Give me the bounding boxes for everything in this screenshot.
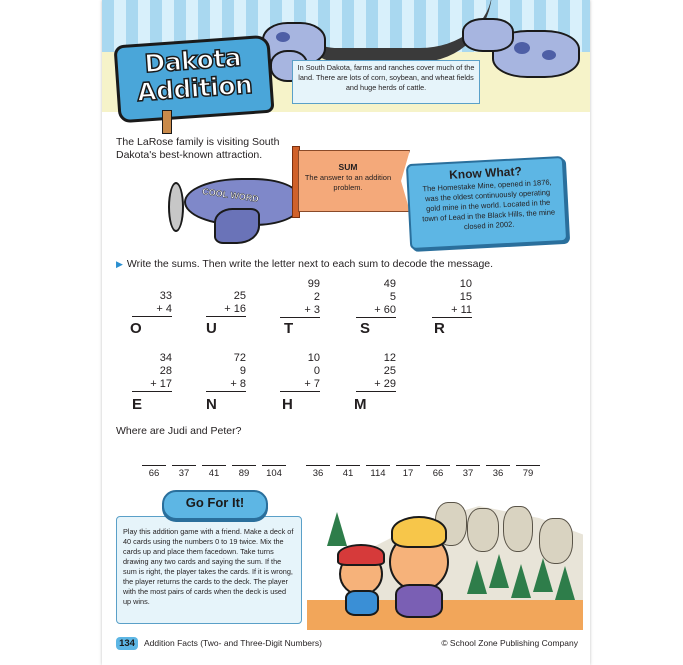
- rushmore-face: [467, 508, 499, 552]
- addend: 0: [313, 365, 320, 377]
- addend: 60: [383, 304, 396, 316]
- sign-post: [162, 110, 172, 134]
- addend-with-plus: + 17: [132, 378, 172, 392]
- code-letter: M: [354, 396, 367, 413]
- addend: 4: [165, 303, 172, 315]
- girl-shirt: [395, 584, 443, 618]
- propeller-icon: [168, 182, 184, 232]
- addend: 10: [307, 352, 320, 364]
- addend: 34: [159, 352, 172, 364]
- code-number: 41: [342, 468, 354, 479]
- addend: 2: [313, 291, 320, 303]
- addend-with-plus: + 4: [132, 303, 172, 317]
- problem-h: [280, 352, 320, 392]
- code-number: 41: [208, 468, 220, 479]
- answer-blank[interactable]: [366, 465, 390, 466]
- problem-u: [206, 290, 246, 317]
- addend: 5: [389, 291, 396, 303]
- answer-blank[interactable]: [202, 465, 226, 466]
- instructions-text: Write the sums. Then write the letter next to each sum to decode the message.: [126, 258, 494, 270]
- cool-word-term: SUM: [338, 162, 358, 172]
- addend: 17: [159, 378, 172, 390]
- addend: 3: [313, 304, 320, 316]
- code-number: 37: [178, 468, 190, 479]
- addend-with-plus: + 29: [356, 378, 396, 392]
- boy-shirt: [345, 590, 379, 616]
- addend: 10: [459, 278, 472, 290]
- code-letter: U: [206, 320, 217, 337]
- tree-icon: [467, 560, 487, 594]
- addend: 7: [313, 378, 320, 390]
- intro-box: In South Dakota, farms and ranches cover much of the land. There are lots of corn, soybean, and wheat fields and huge herds of cattle.: [292, 60, 480, 104]
- addend: 9: [239, 365, 246, 377]
- addend-with-plus: + 60: [356, 304, 396, 318]
- problem-n: [206, 352, 246, 392]
- addend: 25: [233, 290, 246, 302]
- answer-blank[interactable]: [456, 465, 480, 466]
- answer-blank[interactable]: [336, 465, 360, 466]
- title-sign: [113, 35, 274, 124]
- answer-blank[interactable]: [232, 465, 256, 466]
- code-number: 79: [522, 468, 534, 479]
- mount-rushmore-illustration: [307, 492, 583, 630]
- footer-topic: Addition Facts (Two- and Three-Digit Numbers): [144, 638, 322, 648]
- hair-icon: [391, 516, 447, 548]
- know-what-box: [406, 156, 568, 250]
- problem-t: [280, 278, 320, 318]
- code-letter: T: [284, 320, 294, 337]
- decode-question: Where are Judi and Peter?: [116, 425, 242, 437]
- code-number: 66: [148, 468, 160, 479]
- problem-m: [356, 352, 396, 392]
- page-title: Dakota Addition: [136, 42, 254, 107]
- cool-word-definition: The answer to an addition problem.: [304, 173, 392, 192]
- airplane-wing: [214, 208, 260, 244]
- go-for-it-title: Go For It!: [185, 495, 245, 510]
- addend: 16: [233, 303, 246, 315]
- plane-label: COOL WORD: [201, 186, 260, 204]
- rushmore-face: [503, 506, 533, 552]
- addend: 28: [159, 365, 172, 377]
- go-for-it-box: Play this addition game with a friend. Make a deck of 40 cards using the numbers 0 to 19 twice. Mix the cards up and place them facedown. Take turns drawing any two cards and saying the sum. If the sum is right, the player takes the cards. If it is wrong, the player returns the cards to the deck. The player with the most pairs of cards when the deck is used up wins.: [116, 516, 302, 624]
- code-number: 36: [492, 468, 504, 479]
- code-letter: N: [206, 396, 217, 413]
- tree-icon: [511, 564, 531, 598]
- addend-with-plus: + 7: [280, 378, 320, 392]
- problem-e: [132, 352, 172, 392]
- problem-r: [432, 278, 472, 318]
- code-number: 114: [370, 468, 386, 479]
- problem-s: [356, 278, 396, 318]
- worksheet-page: [102, 0, 590, 665]
- know-what-text: The Homestake Mine, opened in 1876, was the oldest continuously operating gold mine in the world. Located in the town of Lead in the Black Hills, the mine closed in 2002.: [422, 177, 556, 232]
- code-letter: E: [132, 396, 143, 413]
- addend: 12: [383, 352, 396, 364]
- answer-blank[interactable]: [396, 465, 420, 466]
- addend: 15: [459, 291, 472, 303]
- addend-with-plus: + 8: [206, 378, 246, 392]
- answer-blank[interactable]: [306, 465, 330, 466]
- know-what-title: Know What?: [448, 164, 523, 182]
- tree-icon: [555, 566, 575, 600]
- tree-icon: [489, 554, 509, 588]
- cow-illustration: [462, 18, 514, 52]
- problem-o: [132, 290, 172, 317]
- code-number: 66: [432, 468, 444, 479]
- code-number: 89: [238, 468, 250, 479]
- intro-text: The LaRose family is visiting South Dakota's best-known attraction.: [116, 136, 280, 161]
- addend-with-plus: + 3: [280, 304, 320, 318]
- answer-blank[interactable]: [426, 465, 450, 466]
- addend: 25: [383, 365, 396, 377]
- addend: 49: [383, 278, 396, 290]
- tree-icon: [327, 512, 347, 546]
- addend: 72: [233, 352, 246, 364]
- addend: 33: [159, 290, 172, 302]
- addend: 99: [307, 278, 320, 290]
- code-number: 104: [266, 468, 282, 479]
- answer-blank[interactable]: [172, 465, 196, 466]
- triangle-arrow-icon: ▶: [116, 259, 123, 269]
- instructions: [116, 258, 576, 270]
- answer-blank[interactable]: [262, 465, 286, 466]
- answer-blank[interactable]: [486, 465, 510, 466]
- code-letter: O: [130, 320, 142, 337]
- addend-with-plus: + 11: [432, 304, 472, 318]
- footer-copyright: © School Zone Publishing Company: [441, 638, 578, 648]
- tree-icon: [533, 558, 553, 592]
- answer-blank[interactable]: [516, 465, 540, 466]
- addend-with-plus: + 16: [206, 303, 246, 317]
- code-number: 37: [462, 468, 474, 479]
- page-number: 134: [116, 637, 138, 650]
- code-letter: S: [360, 320, 371, 337]
- addend: 29: [383, 378, 396, 390]
- addend: 11: [460, 304, 472, 316]
- code-number: 36: [312, 468, 324, 479]
- answer-blank[interactable]: [142, 465, 166, 466]
- addend: 8: [239, 378, 246, 390]
- cap-icon: [337, 544, 385, 566]
- code-letter: R: [434, 320, 445, 337]
- code-letter: H: [282, 396, 293, 413]
- code-number: 17: [402, 468, 414, 479]
